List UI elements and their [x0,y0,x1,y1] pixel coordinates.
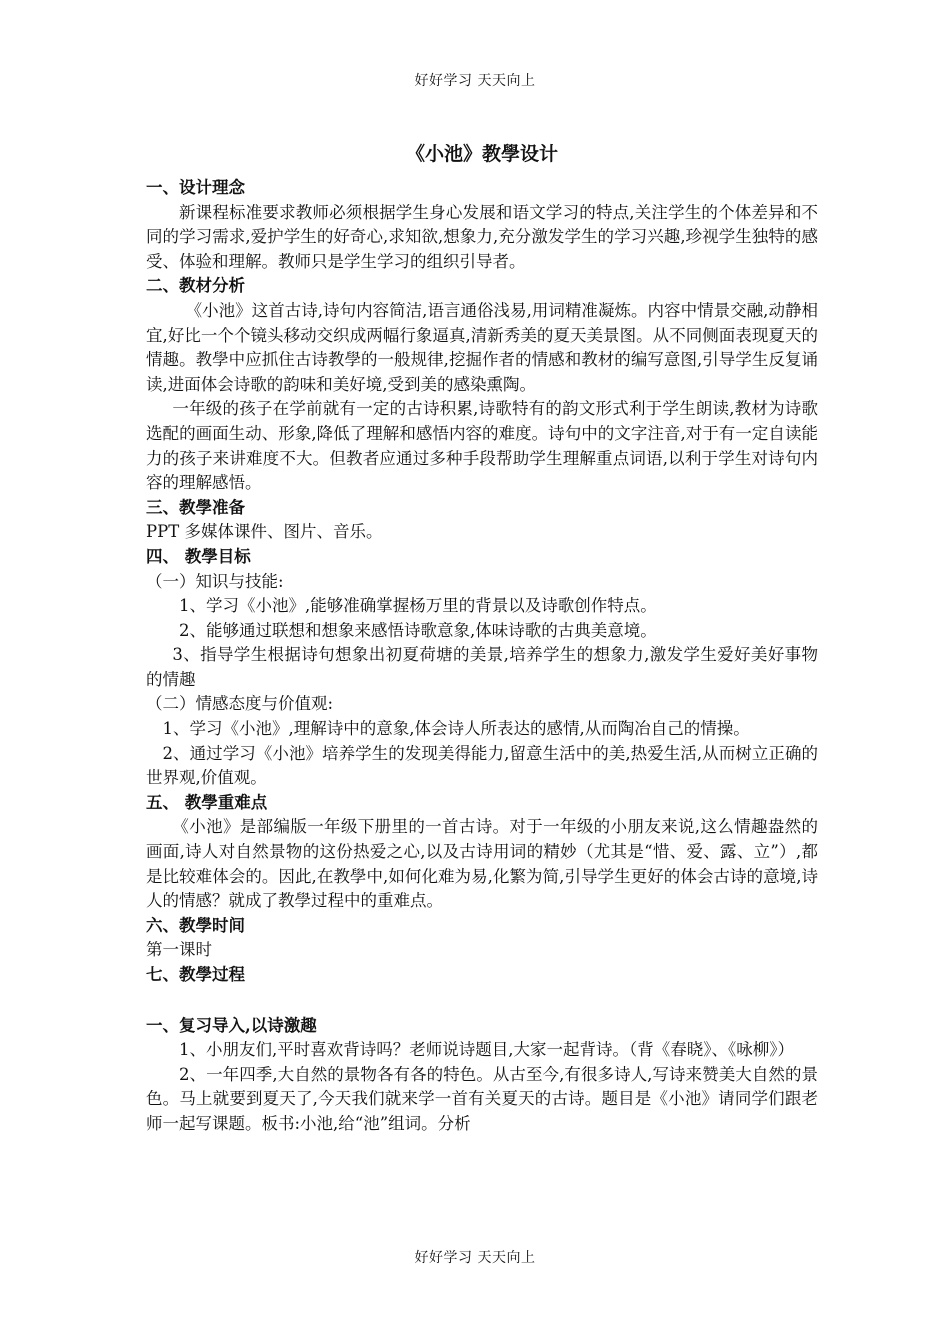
subheading: （二）情感态度与价值观: [146,694,334,714]
page-header: 好好学习 天天向上 [414,73,536,89]
section-heading-preparation: 三、教學准备 [146,497,245,517]
paragraph: PPT 多媒体课件、图片、音乐。 [146,522,383,542]
section-heading-key-points: 五、 教學重难点 [146,792,268,812]
blank-line [146,988,818,1014]
paragraph: 《小池》是部编版一年级下册里的一首古诗。对于一年级的小朋友来说,这么情趣盎然的画面,诗人对自然景物的这份热爱之心,以及古诗用词的精妙（尤其是“惜、爱、露、立”）,都是比较难体会的。因此,在教學中,如何化难为易,化繁为简,引导学生更好的体会古诗的意境,诗人的情感？就成了教學过程中的重难点。 [146,817,818,911]
section-heading-design-concept: 一、设计理念 [146,178,245,197]
paragraph: 一年级的孩子在学前就有一定的古诗积累,诗歌特有的韵文形式利于学生朗读,教材为诗歌选配的画面生动、形象,降低了理解和感悟内容的难度。诗句中的文字注音,对于有一定自读能力的孩子来讲难度不大。但教者应通过多种手段帮助学生理解重点词语,以利于学生对诗句内容的理解感悟。 [146,399,818,493]
list-item: 1、学习《小池》,理解诗中的意象,体会诗人所表达的感情,从而陶冶自己的情操。 [162,719,750,739]
section-heading-review-intro: 一、复习导入,以诗激趣 [146,1015,317,1035]
list-item: 2、通过学习《小池》培养学生的发现美得能力,留意生活中的美,热爱生活,从而树立正确的世界观,价值观。 [146,743,818,788]
list-item: 1、学习《小池》,能够准确掌握杨万里的背景以及诗歌创作特点。 [179,596,657,616]
list-item: 2、能够通过联想和想象来感悟诗歌意象,体味诗歌的古典美意境。 [179,620,657,640]
list-item: 3、指导学生根据诗句想象出初夏荷塘的美景,培养学生的想象力,激发学生爱好美好事物的情趣 [146,645,818,689]
paragraph: 新课程标准要求教师必须根据学生身心发展和语文学习的特点,关注学生的个体差异和不同的学习需求,爱护学生的好奇心,求知欲,想象力,充分激发学生的学习兴趣,珍视学生独特的感受、体验和理解。教师只是学生学习的组织引导者。 [146,202,818,271]
section-heading-time: 六、教學时间 [146,915,245,935]
page-footer: 好好学习 天天向上 [414,1250,536,1266]
paragraph: 2、一年四季,大自然的景物各有各的特色。从古至今,有很多诗人,写诗来赞美大自然的景色。马上就要到夏天了,今天我们就来学一首有关夏天的古诗。题目是《小池》请同学们跟老师一起写课题。板书:小池,给“池”组词。分析 [146,1064,818,1133]
paragraph: 《小池》这首古诗,诗句内容简洁,语言通俗浅易,用词精准凝炼。内容中情景交融,动静相宜,好比一个个镜头移动交织成两幅行象逼真,清新秀美的夏天美景图。从不同侧面表现夏天的情趣。教學中应抓住古诗教學的一般规律,挖掘作者的情感和教材的编写意图,引导学生反复诵读,进面体会诗歌的韵味和美好境,受到美的感染熏陶。 [146,300,818,394]
paragraph: 第一课时 [146,940,212,960]
section-heading-objectives: 四、 教學目标 [146,546,251,566]
document-title: 《小池》教學设计 [405,143,558,165]
section-heading-material-analysis: 二、教材分析 [146,276,245,296]
document-body [146,140,818,1137]
subheading: （一）知识与技能: [146,571,284,591]
paragraph: 1、小朋友们,平时喜欢背诗吗？老师说诗题目,大家一起背诗。（背《春晓》、《咏柳》） [179,1040,794,1060]
section-heading-process: 七、教學过程 [146,965,245,984]
